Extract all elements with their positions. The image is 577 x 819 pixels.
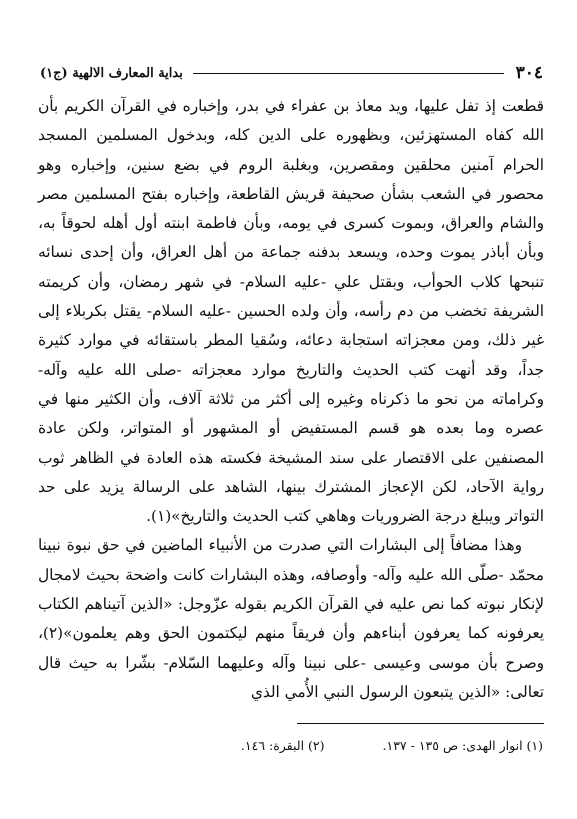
footnotes <box>40 738 543 753</box>
paragraph-2: وهذا مضافاً إلى البشارات التي صدرت من الأنبياء الماضين في حق نبوة نبينا محمّد -صلّى الله عليه وآله- وأوصافه، وهذه البشارات كانت واضحة بحيث لامجال لإنكار نبوته كما نص عليه في القرآن الكريم بقوله عزّوجل: «الذين آتيناهم الكتاب يعرفونه كما يعرفون أبناءهم وأن فريقاً منهم ليكتمون الحق وهم يعلمون»(٢)، وصرح بأن موسى وعيسى -على نبينا وآله وعليهما السّلام- بشّرا به حيث قال تعالى: «الذين يتبعون الرسول النبي الأُمي الذي <box>38 536 544 701</box>
paragraph-1: قطعت إذ تفل عليها، ويد معاذ بن عفراء في بدر، وإخباره في القرآن الكريم بأن الله كفاه المستهزئين، وبظهوره على الدين كله، وبدخول المسلمين المسجد الحرام آمنين محلقين ومقصرين، وبغلبة الروم في بضع سنين، وإخباره وهو محصور في الشعب بشأن صحيفة قريش القاطعة، وإخباره بفتح المسلمين مصر والشام والعراق، وبموت كسرى في يومه، وبأن فاطمة ابنته أول أهله لحوقاً به، وبأن أباذر يموت وحده، ويسعد بدفنه جماعة من أهل العراق، وأن إحدى نسائه تنبحها كلاب الحوأب، وبقتل علي -عليه السلام- في شهر رمضان، وأن كريمته الشريفة تخضب من دم رأسه، وأن ولده الحسين -عليه السلام- يقتل بكربلاء إلى غير ذلك، ومن معجزاته استجابة دعائه، وسُقيا المطر باستقائه في موارد كثيرة جداً، وقد أنهت كتب الحديث والتاريخ موارد معجزاته -صلى الله عليه وآله- وكراماته من نحو ما ذكرناه وغيره إلى أكثر من ثلاثة آلاف، وأن الكثير منها في عصره وما بعده هو قسم المستفيض أو المشهور أو المتواتر، ولكن عادة المصنفين على الاقتصار على سند المشيخة فكسته هذه العادة في الظاهر ثوب رواية الآحاد، لكن الإعجاز المشترك بينها، الشاهد على الرسالة يزيد على حد التواتر ويبلغ درجة الضروريات وهاهي كتب الحديث والتاريخ»(١). <box>38 97 544 526</box>
footnote-separator <box>297 723 544 724</box>
book-title: بداية المعارف الالهية (ج١) <box>40 65 183 81</box>
body-text <box>38 92 544 707</box>
running-header <box>40 62 543 84</box>
page-number: ٣٠٤ <box>515 63 543 83</box>
footnote-1: (١) انوار الهدى: ص ١٣٥ - ١٣٧. <box>382 738 543 753</box>
footnote-2: (٢) البقرة: ١٤٦. <box>240 738 325 753</box>
header-rule <box>193 73 504 74</box>
